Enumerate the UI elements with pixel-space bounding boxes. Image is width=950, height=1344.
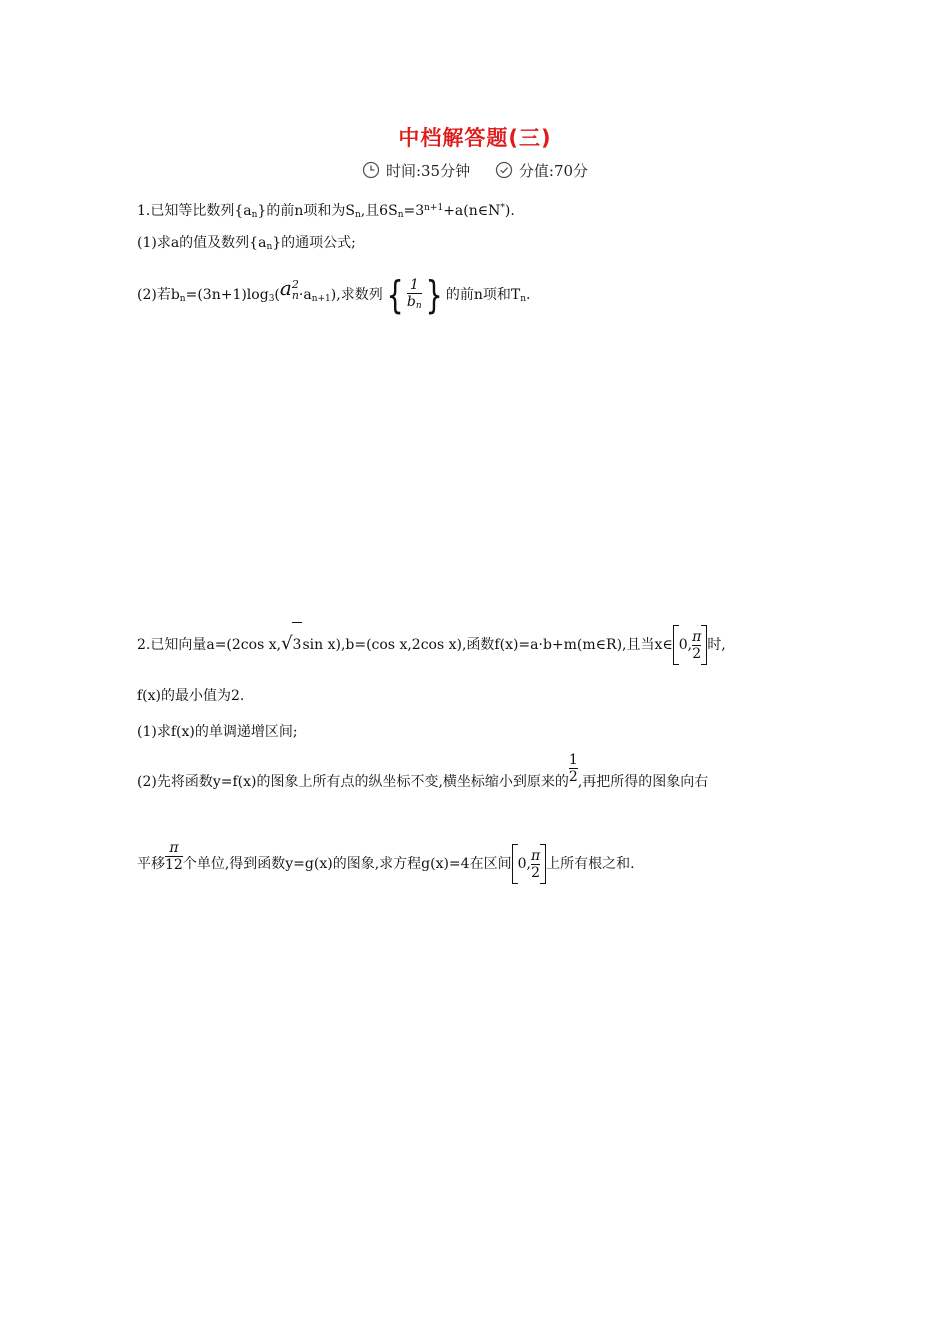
sqrt-sign: √ — [281, 633, 293, 654]
q2-stem-cont: f(x)的最小值为2. — [137, 688, 245, 704]
one-half: $\frac{1}{2}$ — [568, 751, 578, 785]
score-label: 分值:70分 — [518, 162, 589, 180]
pi-over-12: $\frac{\pi}{12}$ — [165, 839, 183, 873]
q1-stem: 1.已知等比数列$\{a_n\}$的前n项和为$S_n$,且$6S_n=3^{n+1}+a(n\in N^*)$. — [137, 203, 515, 220]
pi-over-2: $\frac{\pi}{2}$ — [530, 847, 541, 881]
q1-part2: (2)若$b_n=(3n+1)\log_3(a$ 2 n $\cdot a_{n+1}$),求数列{ $\frac{1}{b_n}$ } 的前n项和$T_n$. — [137, 273, 531, 317]
q2-part2-line1: (2)先将函数y=f(x)的图象上所有点的纵坐标不变,横坐标缩小到原来的 $\frac{1}{2}$ ,再把所得的图象向右 — [137, 751, 709, 790]
left-brace: { — [386, 273, 404, 317]
pi-over-2: $\frac{\pi}{2}$ — [692, 628, 702, 662]
right-brace: } — [425, 273, 443, 317]
one-over-bn: $\frac{1}{b_n}$ — [407, 277, 422, 314]
page-title: 中档解答题(三) — [398, 126, 552, 150]
time-label: 时间:35分钟 — [385, 162, 471, 180]
q1-part1: (1)求a的值及数列$\{a_n\}$的通项公式; — [137, 235, 356, 252]
clock-icon — [362, 161, 380, 179]
check-circle-icon — [495, 161, 513, 179]
a-n-squared: a 2 n — [279, 276, 299, 302]
meta-row — [0, 160, 950, 181]
q2-part1: (1)求f(x)的单调递增区间; — [137, 724, 298, 740]
q2-part2-line2: 平移 $\frac{\pi}{12}$ 个单位,得到函数y=g(x)的图象,求方程g(x)=4在区间 0, $\frac{\pi}{2}$ 上所有根之和. — [137, 842, 635, 886]
q2-stem: 2.已知向量a=(2cos x,√3sin x),b=(cos x,2cos x),函数f(x)=a·b+m(m∈R),且当x∈ 0, $\frac{\pi}{2}$ 时, — [137, 622, 726, 667]
time-info — [362, 160, 470, 181]
score-info — [495, 160, 588, 181]
